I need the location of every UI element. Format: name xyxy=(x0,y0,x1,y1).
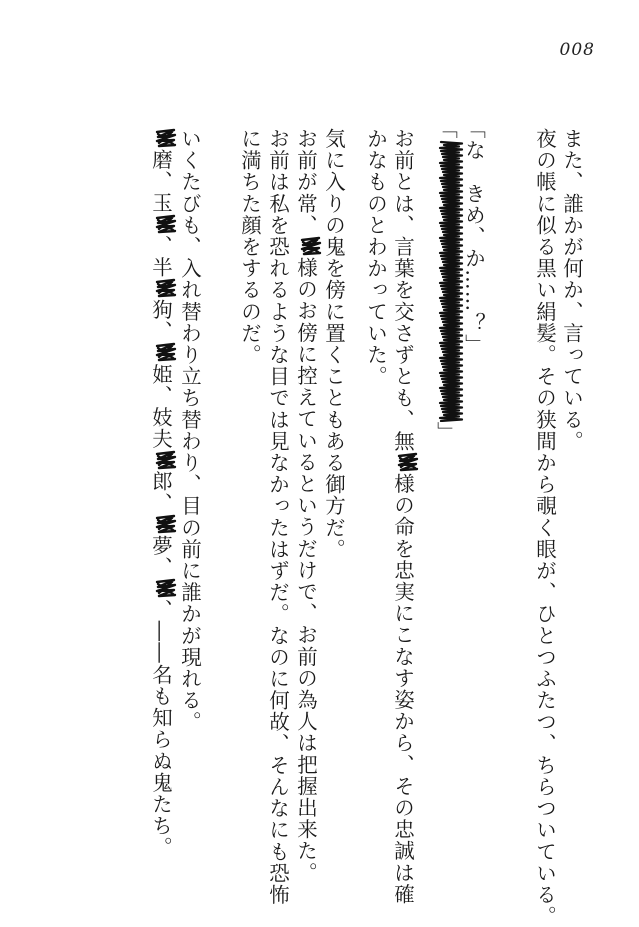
text-segment: に満ちた顔をするのだ。 xyxy=(237,128,262,366)
redacted-name-scribble xyxy=(155,342,177,363)
text-column-2 xyxy=(534,128,555,927)
text-segment: かなものとわかっていた。 xyxy=(363,128,388,388)
text-column-7 xyxy=(323,128,344,560)
redacted-name-scribble xyxy=(155,128,177,149)
text-column-4 xyxy=(435,118,464,443)
text-column-6 xyxy=(365,128,386,387)
redacted-name-scribble xyxy=(300,236,322,257)
redacted-dialogue-scribble xyxy=(438,140,464,422)
text-column-5 xyxy=(392,128,419,905)
text-segment: 「 xyxy=(433,118,458,140)
text-column-1 xyxy=(561,128,582,452)
text-segment: 、半 xyxy=(148,234,173,279)
text-segment: 姫、妓夫 xyxy=(148,363,173,450)
text-column-11 xyxy=(179,128,200,733)
redacted-name-scribble xyxy=(397,452,419,473)
text-segment: 、――名も知らぬ鬼たち。 xyxy=(148,599,173,859)
page-number: 008 xyxy=(559,40,595,60)
redacted-name-scribble xyxy=(155,214,177,235)
text-column-8 xyxy=(295,128,322,883)
text-segment: 様のお傍に控えているというだけで、お前の為人は把握出来た。 xyxy=(293,257,318,884)
text-column-10 xyxy=(239,128,260,366)
redacted-name-scribble xyxy=(155,278,177,299)
text-segment: 」 xyxy=(433,421,458,444)
text-segment: 夜の帳に似る黒い絹髪。その狭間から覗く眼が、ひとつふたつ、ちらついている。 xyxy=(532,128,557,927)
redacted-name-scribble xyxy=(155,450,177,471)
text-segment: 夢、 xyxy=(148,534,173,579)
redacted-name-scribble xyxy=(155,578,177,599)
text-segment: いくたびも、入れ替わり立ち替わり、目の前に誰かが現れる。 xyxy=(177,128,202,733)
text-segment: また、誰かが何か、言っている。 xyxy=(559,128,584,452)
text-segment: 様の命を忠実にこなす姿から、その忠誠は確 xyxy=(390,473,415,905)
text-column-12 xyxy=(150,128,177,858)
text-segment: 磨、玉 xyxy=(148,149,173,214)
text-column-9 xyxy=(267,128,288,906)
text-segment: 郎、 xyxy=(148,470,173,514)
text-segment: 気に入りの鬼を傍に置くこともある御方だ。 xyxy=(321,128,346,560)
text-column-3 xyxy=(463,118,484,356)
text-segment: 「な きめ、か……？」 xyxy=(461,118,486,356)
text-segment: 狗、 xyxy=(148,299,173,343)
text-segment: お前とは、言葉を交さずとも、無 xyxy=(390,128,415,452)
text-segment: お前が常、 xyxy=(293,128,318,236)
text-segment: お前は私を恐れるような目では見なかったはずだ。なのに何故、そんなにも恐怖 xyxy=(265,128,290,906)
redacted-name-scribble xyxy=(155,514,177,535)
